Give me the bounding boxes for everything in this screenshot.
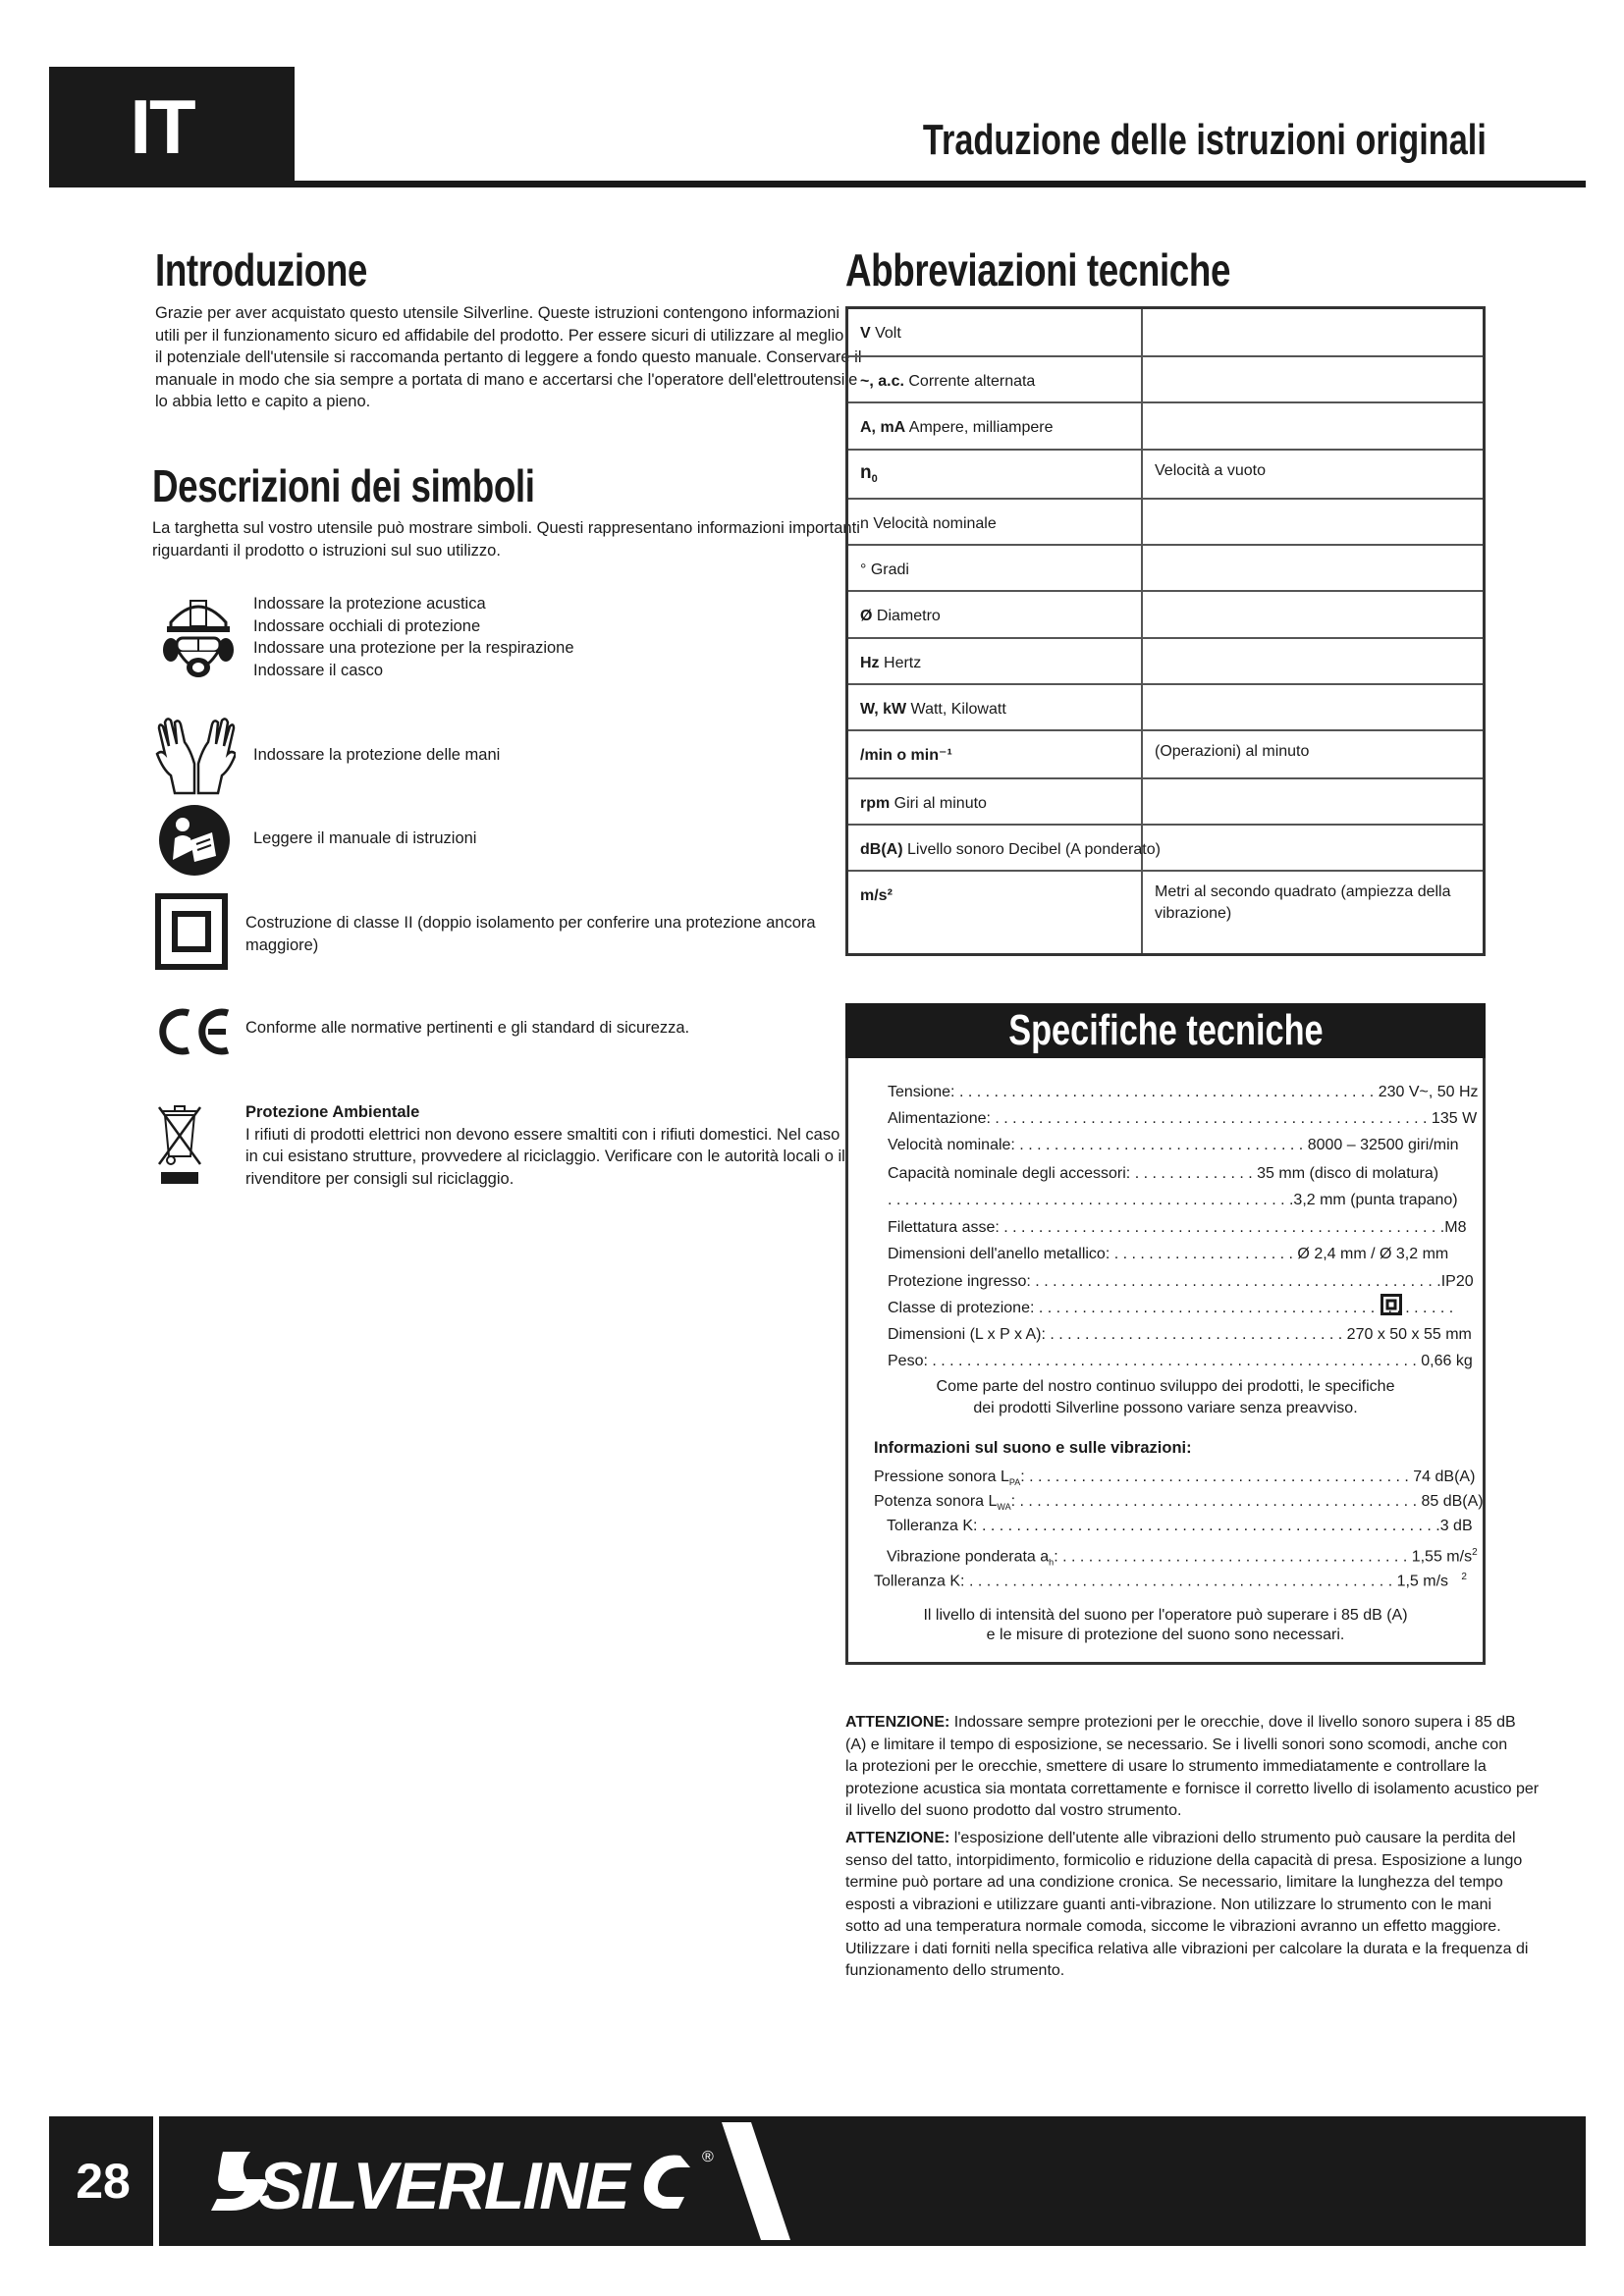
abbreviation-cell (860, 745, 952, 767)
symbol-line: Indossare la protezione acustica (253, 595, 486, 613)
abbreviation-cell (860, 699, 1006, 721)
table-row (848, 498, 1483, 544)
sound-line: Tolleranza K: . . . . . . . . . . . . . . . . . . . . . . . . . . . . . . . . . . . . . . . . . . . . . . . . . . . . .3 dB (887, 1518, 1473, 1534)
spec-line: Protezione ingresso: . . . . . . . . . . . . . . . . . . . . . . . . . . . . . . . . . . . . . . . . . . . . . . .IP20 (888, 1273, 1474, 1290)
document-title: Traduzione delle istruzioni originali (923, 116, 1487, 164)
abbreviation-symbol: /min o min⁻¹ (860, 747, 952, 764)
spec-line: Classe di protezione: . . . . . . . . . . . . . . . . . . . . . . . . . . . . . . . . . . . . . . . . . . . . . . . . (888, 1300, 1454, 1316)
symbol-line: Costruzione di classe II (doppio isolamento per conferire una protezione ancora (245, 914, 816, 932)
symbol-class-ii-text (245, 912, 816, 956)
warning-line: sotto ad una temperatura normale comoda, siccome le vibrazioni avranno un effetto maggiore. (845, 1918, 1501, 1935)
abbreviation-cell (860, 513, 997, 535)
abbreviation-term: Hertz (879, 655, 922, 671)
abbreviation-cell (860, 653, 921, 674)
table-row (848, 824, 1483, 870)
sound-label: Vibrazione ponderata a (887, 1548, 1050, 1566)
spec-line: Filettatura asse: . . . . . . . . . . . . . . . . . . . . . . . . . . . . . . . . . . . . . . . . . . . . . . . . . . .M8 (888, 1219, 1467, 1236)
intro-line: lo abbia letto e capito a pieno. (155, 393, 371, 410)
abbreviation-term: Watt, Kilowatt (906, 701, 1006, 718)
abbreviation-cell (860, 417, 1054, 439)
sound-value: : . . . . . . . . . . . . . . . . . . . . . . . . . . . . . . . . . . . . . . . . . . . . . . 85 dB(A) (1010, 1493, 1484, 1510)
warning-line: protezione acustica sia montata correttamente e fornisce il corretto livello di isolamento acustico per (845, 1780, 1540, 1797)
symbol-line: Indossare una protezione per la respirazione (253, 639, 574, 657)
spec-line: Dimensioni dell'anello metallico: . . . . . . . . . . . . . . . . . . . . . Ø 2,4 mm / Ø 3,2 mm (888, 1246, 1449, 1262)
abbreviation-term: Corrente alternata (903, 373, 1036, 390)
table-row (848, 683, 1483, 729)
sound-footer (845, 1606, 1486, 1645)
abbreviation-cell (860, 323, 901, 345)
symbol-manual-text: Leggere il manuale di istruzioni (253, 829, 477, 847)
table-row (848, 870, 1483, 931)
ppe-head-icon (157, 593, 240, 687)
sound-heading: Informazioni sul suono e sulle vibrazioni: (874, 1439, 1192, 1457)
abbreviation-term: Volt (870, 325, 901, 342)
abbreviation-cell (860, 371, 1035, 393)
specs-heading (845, 1003, 1486, 1058)
subscript: 0 (871, 473, 878, 486)
warning-line: termine può portare ad una condizione cronica. Se necessario, limitare la lunghezza del tempo (845, 1874, 1503, 1891)
abbreviation-cell (860, 606, 941, 627)
intro-line: il potenziale dell'utensile si raccomanda pertanto di leggere a fondo questo manuale. Conservare il (155, 348, 862, 366)
table-row (848, 355, 1483, 401)
warning-text: l'esposizione dell'utente alle vibrazioni dello strumento può causare la perdita del (949, 1830, 1516, 1846)
abbreviation-term: ° Gradi (860, 561, 909, 578)
symbol-line: Indossare il casco (253, 661, 384, 679)
warning-line: esposti a vibrazioni e utilizzare guanti anti-vibrazione. Non utilizzare lo strumento con le mani (845, 1896, 1492, 1913)
abbreviation-term: n Velocità nominale (860, 515, 997, 532)
symbol-line: in cui esistano strutture, provvedere al riciclaggio. Verificare con le autorità locali o il (245, 1148, 845, 1165)
spec-line: Tensione: . . . . . . . . . . . . . . . . . . . . . . . . . . . . . . . . . . . . . . . . . . . . . . . . 230 V~, 50 Hz (888, 1084, 1479, 1100)
superscript: 2 (1461, 1572, 1467, 1582)
subscript: h (1049, 1557, 1055, 1568)
silverline-logo (201, 2122, 790, 2240)
sound-line (874, 1491, 1484, 1518)
abbreviation-symbol: ~, a.c. (860, 373, 904, 390)
warning-line: la protezioni per le orecchie, smettere di usare lo strumento immediatamente e controllare la (845, 1758, 1487, 1775)
warning-line (845, 1828, 1516, 1850)
warning-label: ATTENZIONE: (845, 1714, 950, 1731)
abbreviation-symbol: W, kW (860, 701, 907, 718)
table-row (848, 449, 1483, 498)
table-row (848, 729, 1483, 777)
abbreviation-symbol: Ø (860, 608, 873, 624)
symbol-ce-text: Conforme alle normative pertinenti e gli standard di sicurezza. (245, 1019, 690, 1037)
abbreviation-cell (860, 793, 987, 815)
specs-note-line: dei prodotti Silverline possono variare senza preavviso. (973, 1400, 1358, 1416)
specs-note-line: Come parte del nostro continuo sviluppo dei prodotti, le specifiche (936, 1378, 1395, 1395)
page-number: 28 (76, 2154, 131, 2209)
warning-block (845, 1828, 1529, 1983)
abbreviation-symbol: m/s² (860, 887, 893, 904)
intro-line: manuale in modo che sia sempre a portata di mano e accertarsi che l'operatore dell'elettroutensile (155, 370, 858, 389)
symbol-weee-text (245, 1101, 845, 1190)
ce-mark-icon (157, 1007, 232, 1056)
intro-line: utili per il funzionamento sicuro ed affidabile del prodotto. Per essere sicuri di utilizzare al meglio (155, 326, 844, 345)
abbreviation-cell (860, 462, 878, 490)
symbol-line: maggiore) (245, 935, 319, 954)
gloves-icon (155, 715, 236, 797)
footer-separator (153, 2116, 159, 2246)
sound-line (874, 1467, 1475, 1493)
abbreviation-symbol: Hz (860, 655, 880, 671)
spec-line: Capacità nominale degli accessori: . . . . . . . . . . . . . . 35 mm (disco di molatura) (888, 1165, 1439, 1182)
abbreviation-term: Livello sonoro Decibel (A ponderato) (902, 841, 1161, 858)
warning-text: Indossare sempre protezioni per le orecchie, dove il livello sonoro supera i 85 dB (949, 1714, 1516, 1731)
warning-line: il livello del suono prodotto dal vostro strumento. (845, 1802, 1182, 1819)
table-row (848, 637, 1483, 683)
description-cell: Velocità a vuoto (1155, 462, 1266, 479)
warning-line: funzionamento dello strumento. (845, 1962, 1065, 1979)
intro-line: Grazie per aver acquistato questo utensile Silverline. Queste istruzioni contengono informazioni (155, 304, 840, 322)
abbreviation-symbol: A, mA (860, 419, 906, 436)
warning-block (845, 1712, 1540, 1823)
header-rule (49, 181, 1586, 187)
abbreviation-term: Giri al minuto (890, 795, 987, 812)
symbols-intro (152, 517, 860, 561)
sound-line (874, 1567, 1467, 1592)
abbreviation-term: Diametro (872, 608, 941, 624)
spec-line: Alimentazione: . . . . . . . . . . . . . . . . . . . . . . . . . . . . . . . . . . . . . . . . . . . . . . . . . . 135 W (888, 1110, 1478, 1127)
sound-label: Potenza sonora L (874, 1493, 998, 1510)
symbols-heading: Descrizioni dei simboli (152, 460, 535, 511)
abbreviation-cell (860, 560, 909, 581)
weee-bin-icon (157, 1103, 202, 1186)
abbreviation-symbol: dB(A) (860, 841, 903, 858)
table-row (848, 777, 1483, 824)
abbreviation-symbol: V (860, 325, 871, 342)
abbreviations-table (845, 306, 1486, 956)
abbreviation-cell (860, 839, 1161, 861)
spec-line: Velocità nominale: . . . . . . . . . . . . . . . . . . . . . . . . . . . . . . . . . 8000 – 32500 giri/min (888, 1137, 1459, 1153)
description-cell: Metri al secondo quadrato (ampiezza della vibrazione) (1155, 883, 1451, 922)
symbol-ppe-text (253, 593, 574, 681)
sound-value: Tolleranza K: . . . . . . . . . . . . . . . . . . . . . . . . . . . . . . . . . . . . . . . . . . . . . . . . . 1,5 m/s (874, 1573, 1449, 1590)
symbols-intro-line: La targhetta sul vostro utensile può mostrare simboli. Questi rappresentano informazioni importanti (152, 519, 860, 537)
warning-line: (A) e limitare il tempo di esposizione, se necessario. Se i livelli sonori sono scomodi, anche con (845, 1735, 1508, 1753)
symbol-line: rivenditore per consigli sul riciclaggio. (245, 1169, 514, 1188)
intro-paragraph (155, 302, 862, 413)
warning-line: senso del tatto, intorpidimento, formicolio e riduzione della capacità di presa. Esposizione a lungo (845, 1851, 1523, 1869)
registered-mark: ® (702, 2149, 714, 2165)
spec-line: Dimensioni (L x P x A): . . . . . . . . . . . . . . . . . . . . . . . . . . . . . . . . . . 270 x 50 x 55 mm (888, 1326, 1472, 1343)
symbols-intro-line: riguardanti il prodotto o istruzioni sul suo utilizzo. (152, 541, 501, 560)
spec-line: Peso: . . . . . . . . . . . . . . . . . . . . . . . . . . . . . . . . . . . . . . . . . . . . . . . . . . . . . . . . 0,66 kg (888, 1353, 1473, 1369)
abbreviation-term: Ampere, milliampere (905, 419, 1054, 436)
superscript: 2 (1472, 1547, 1478, 1558)
table-row (848, 590, 1483, 637)
table-row (848, 309, 1483, 355)
warning-line: Utilizzare i dati forniti nella specifica relativa alle vibrazioni per calcolare la durata e la frequenza di (845, 1940, 1529, 1957)
subscript: PA (1008, 1477, 1021, 1488)
subscript: WA (997, 1502, 1011, 1513)
sound-footer-line: e le misure di protezione del suono sono necessari. (986, 1627, 1345, 1643)
intro-heading: Introduzione (155, 244, 367, 295)
symbol-gloves-text: Indossare la protezione delle mani (253, 746, 501, 764)
spec-line: . . . . . . . . . . . . . . . . . . . . . . . . . . . . . . . . . . . . . . . . . . . . . . .3,2 mm (punta trapano) (888, 1192, 1458, 1208)
symbol-line: I rifiuti di prodotti elettrici non devono essere smaltiti con i rifiuti domestici. Nel caso (245, 1125, 840, 1144)
class-ii-icon (155, 893, 228, 970)
sound-value: : . . . . . . . . . . . . . . . . . . . . . . . . . . . . . . . . . . . . . . . . 1,55 m/s (1054, 1548, 1473, 1566)
class-ii-small-icon (1380, 1294, 1402, 1315)
table-row (848, 544, 1483, 590)
sound-value: : . . . . . . . . . . . . . . . . . . . . . . . . . . . . . . . . . . . . . . . . . . . . 74 dB(A) (1020, 1468, 1476, 1485)
table-row (848, 401, 1483, 449)
warning-line (845, 1712, 1516, 1735)
read-manual-icon (157, 803, 232, 878)
symbol-line: Indossare occhiali di protezione (253, 616, 481, 635)
brand-wordmark: SILVERLINE (258, 2149, 628, 2223)
language-code: IT (130, 83, 194, 170)
sound-footer-line: Il livello di intensità del suono per l'operatore può superare i 85 dB (A) (923, 1607, 1408, 1624)
warning-label: ATTENZIONE: (845, 1830, 950, 1846)
abbreviation-symbol: rpm (860, 795, 891, 812)
abbreviations-heading: Abbreviazioni tecniche (845, 244, 1231, 295)
description-cell: (Operazioni) al minuto (1155, 743, 1310, 760)
abbreviation-cell (860, 885, 893, 907)
symbol-heading: Protezione Ambientale (245, 1103, 420, 1121)
specs-heading-text: Specifiche tecniche (1007, 1006, 1324, 1054)
abbreviation-symbol: n (860, 462, 872, 483)
sound-label: Pressione sonora L (874, 1468, 1009, 1485)
specs-note (845, 1376, 1486, 1419)
